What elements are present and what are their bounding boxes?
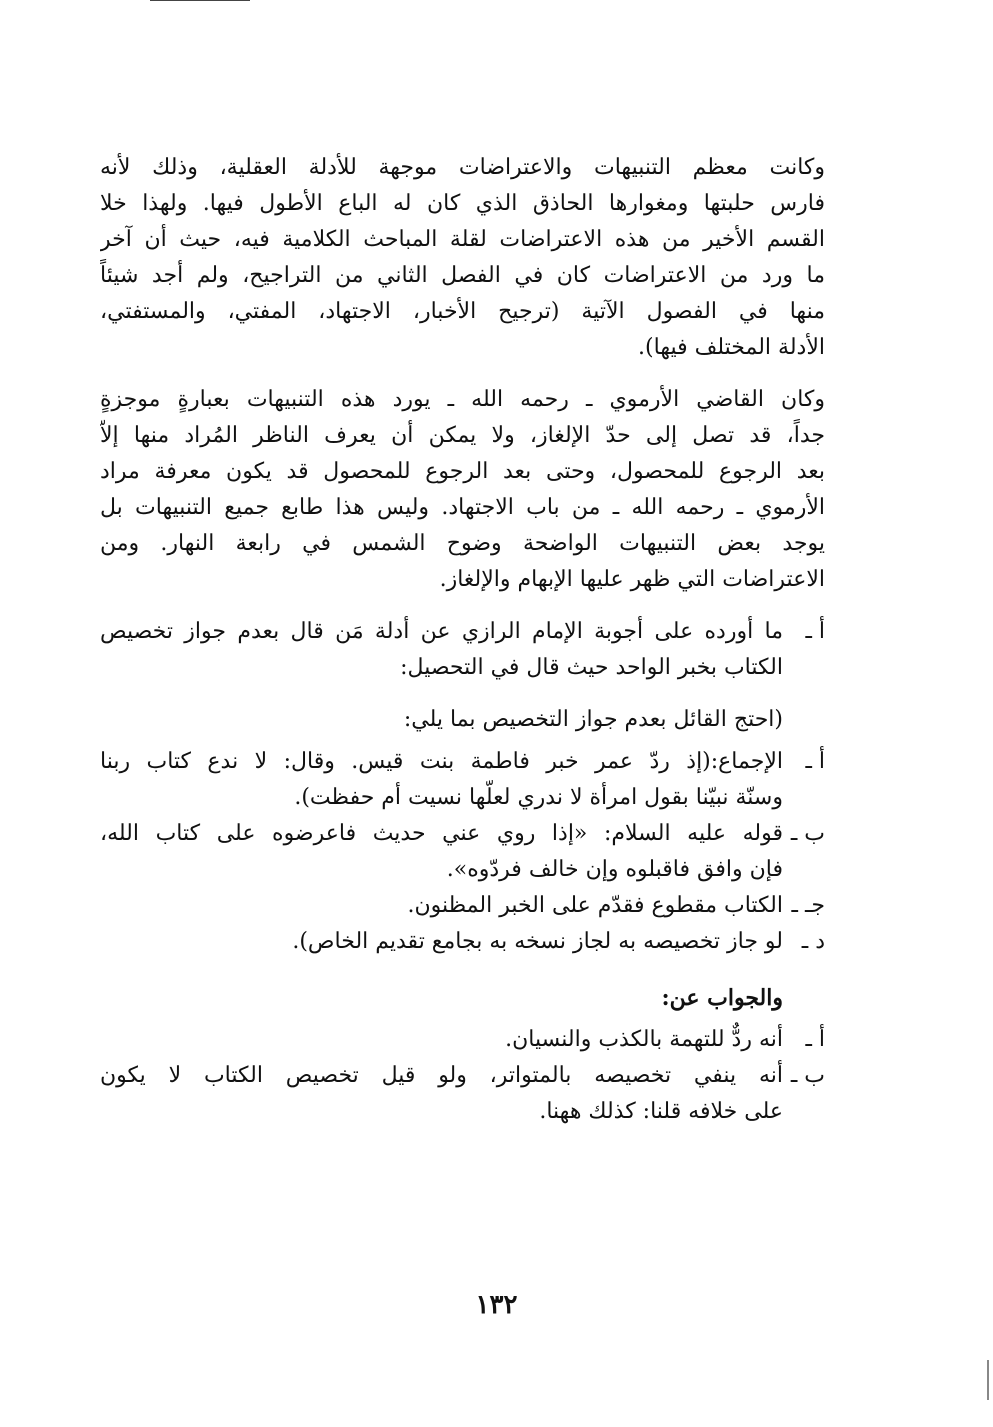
text-line: الكتاب مقطوع فقدّم على الخبر المظنون. (407, 893, 783, 918)
text-line: أنه ينفي تخصيصه بالمتواتر، ولو قيل تخصيص الكتاب لا يكون (100, 1063, 783, 1088)
list-marker: أ ـ (805, 1027, 825, 1052)
text-line: وكانت معظم التنبيهات والاعتراضات موجهة للأدلة العقلية، وذلك لأنه (100, 155, 825, 180)
list-marker: ب ـ (790, 1063, 825, 1088)
text-line: جداً، قد تصل إلى حدّ الإلغاز، ولا يمكن أن يعرف الناظر المُراد منها إلاّ (100, 423, 825, 448)
page-number: ١٣٢ (475, 1290, 518, 1320)
list-marker: جـ ـ (791, 893, 825, 918)
text-line: وسنّة نبيّنا بقول امرأة لا ندري لعلّها نسيت أم حفظت). (294, 785, 783, 810)
text-line: يوجد بعض التنبيهات الواضحة وضوح الشمس في رابعة النهار. ومن (100, 531, 825, 556)
answer-item (100, 1058, 825, 1130)
list-item-a (100, 614, 825, 686)
quote-list (100, 744, 825, 960)
text-line: فإن وافق فاقبلوه وإن خالف فردّوه». (446, 857, 783, 882)
text-line: الاعتراضات التي ظهر عليها الإبهام والإلغاز. (439, 567, 825, 592)
text-line: ما ورد من الاعتراضات كان في الفصل الثاني من التراجيح، ولم أجد شيئاً (100, 263, 825, 288)
text-line: الإجماع:(إذ ردّ عمر خبر فاطمة بنت قيس. وقال: لا ندع كتاب ربنا (100, 749, 783, 774)
text-line: وكان القاضي الأرموي ـ رحمه الله ـ يورد هذه التنبيهات بعبارةٍ موجزةٍ (100, 387, 825, 412)
text-line: لو جاز تخصيصه به لجاز نسخه به بجامع تقديم الخاص). (292, 929, 783, 954)
paragraph-2 (100, 382, 825, 598)
answer-item (100, 1022, 825, 1058)
list-marker: ب ـ (790, 821, 825, 846)
text-line: أنه ردٌّ للتهمة بالكذب والنسيان. (505, 1027, 783, 1052)
paragraph-1 (100, 150, 825, 366)
quote-item (100, 924, 825, 960)
answer-list (100, 1022, 825, 1130)
text-line: القسم الأخير من هذه الاعتراضات لقلة المباحث الكلامية فيه، حيث أن آخر (100, 227, 825, 252)
list-marker: أ ـ (805, 749, 825, 774)
text-line: قوله عليه السلام: «إذا روي عني حديث فاعرضوه على كتاب الله، (100, 821, 783, 846)
top-rule (150, 0, 250, 1)
text-line: الأرموي ـ رحمه الله ـ من باب الاجتهاد. وليس هذا طابع جميع التنبيهات بل (100, 495, 825, 520)
scan-edge-mark (987, 1360, 989, 1400)
quote-item (100, 744, 825, 816)
text-line: منها في الفصول الآتية (ترجيح الأخبار، الاجتهاد، المفتي، والمستفتي، (100, 299, 825, 324)
quote-item (100, 816, 825, 888)
text-line: بعد الرجوع للمحصول، وحتى بعد الرجوع للمحصول قد يكون معرفة مراد (100, 459, 825, 484)
text-line: على خلافه قلنا: كذلك ههنا. (539, 1099, 783, 1124)
text-line: فارس حلبتها ومغوارها الحاذق الذي كان له الباع الأطول فيها. ولهذا خلا (100, 191, 825, 216)
list-marker: أ ـ (805, 619, 825, 644)
text-line: ما أورده على أجوبة الإمام الرازي عن أدلة مَن قال بعدم جواز تخصيص (100, 619, 783, 644)
answer-heading: والجواب عن: (661, 985, 783, 1011)
list-marker: د ـ (801, 929, 825, 954)
text-line: الأدلة المختلف فيها). (638, 335, 825, 360)
quote-intro: (احتج القائل بعدم جواز التخصيص بما يلي: (403, 707, 783, 732)
document-page (100, 150, 825, 1130)
text-line: الكتاب بخبر الواحد حيث قال في التحصيل: (400, 655, 783, 680)
quote-item (100, 888, 825, 924)
